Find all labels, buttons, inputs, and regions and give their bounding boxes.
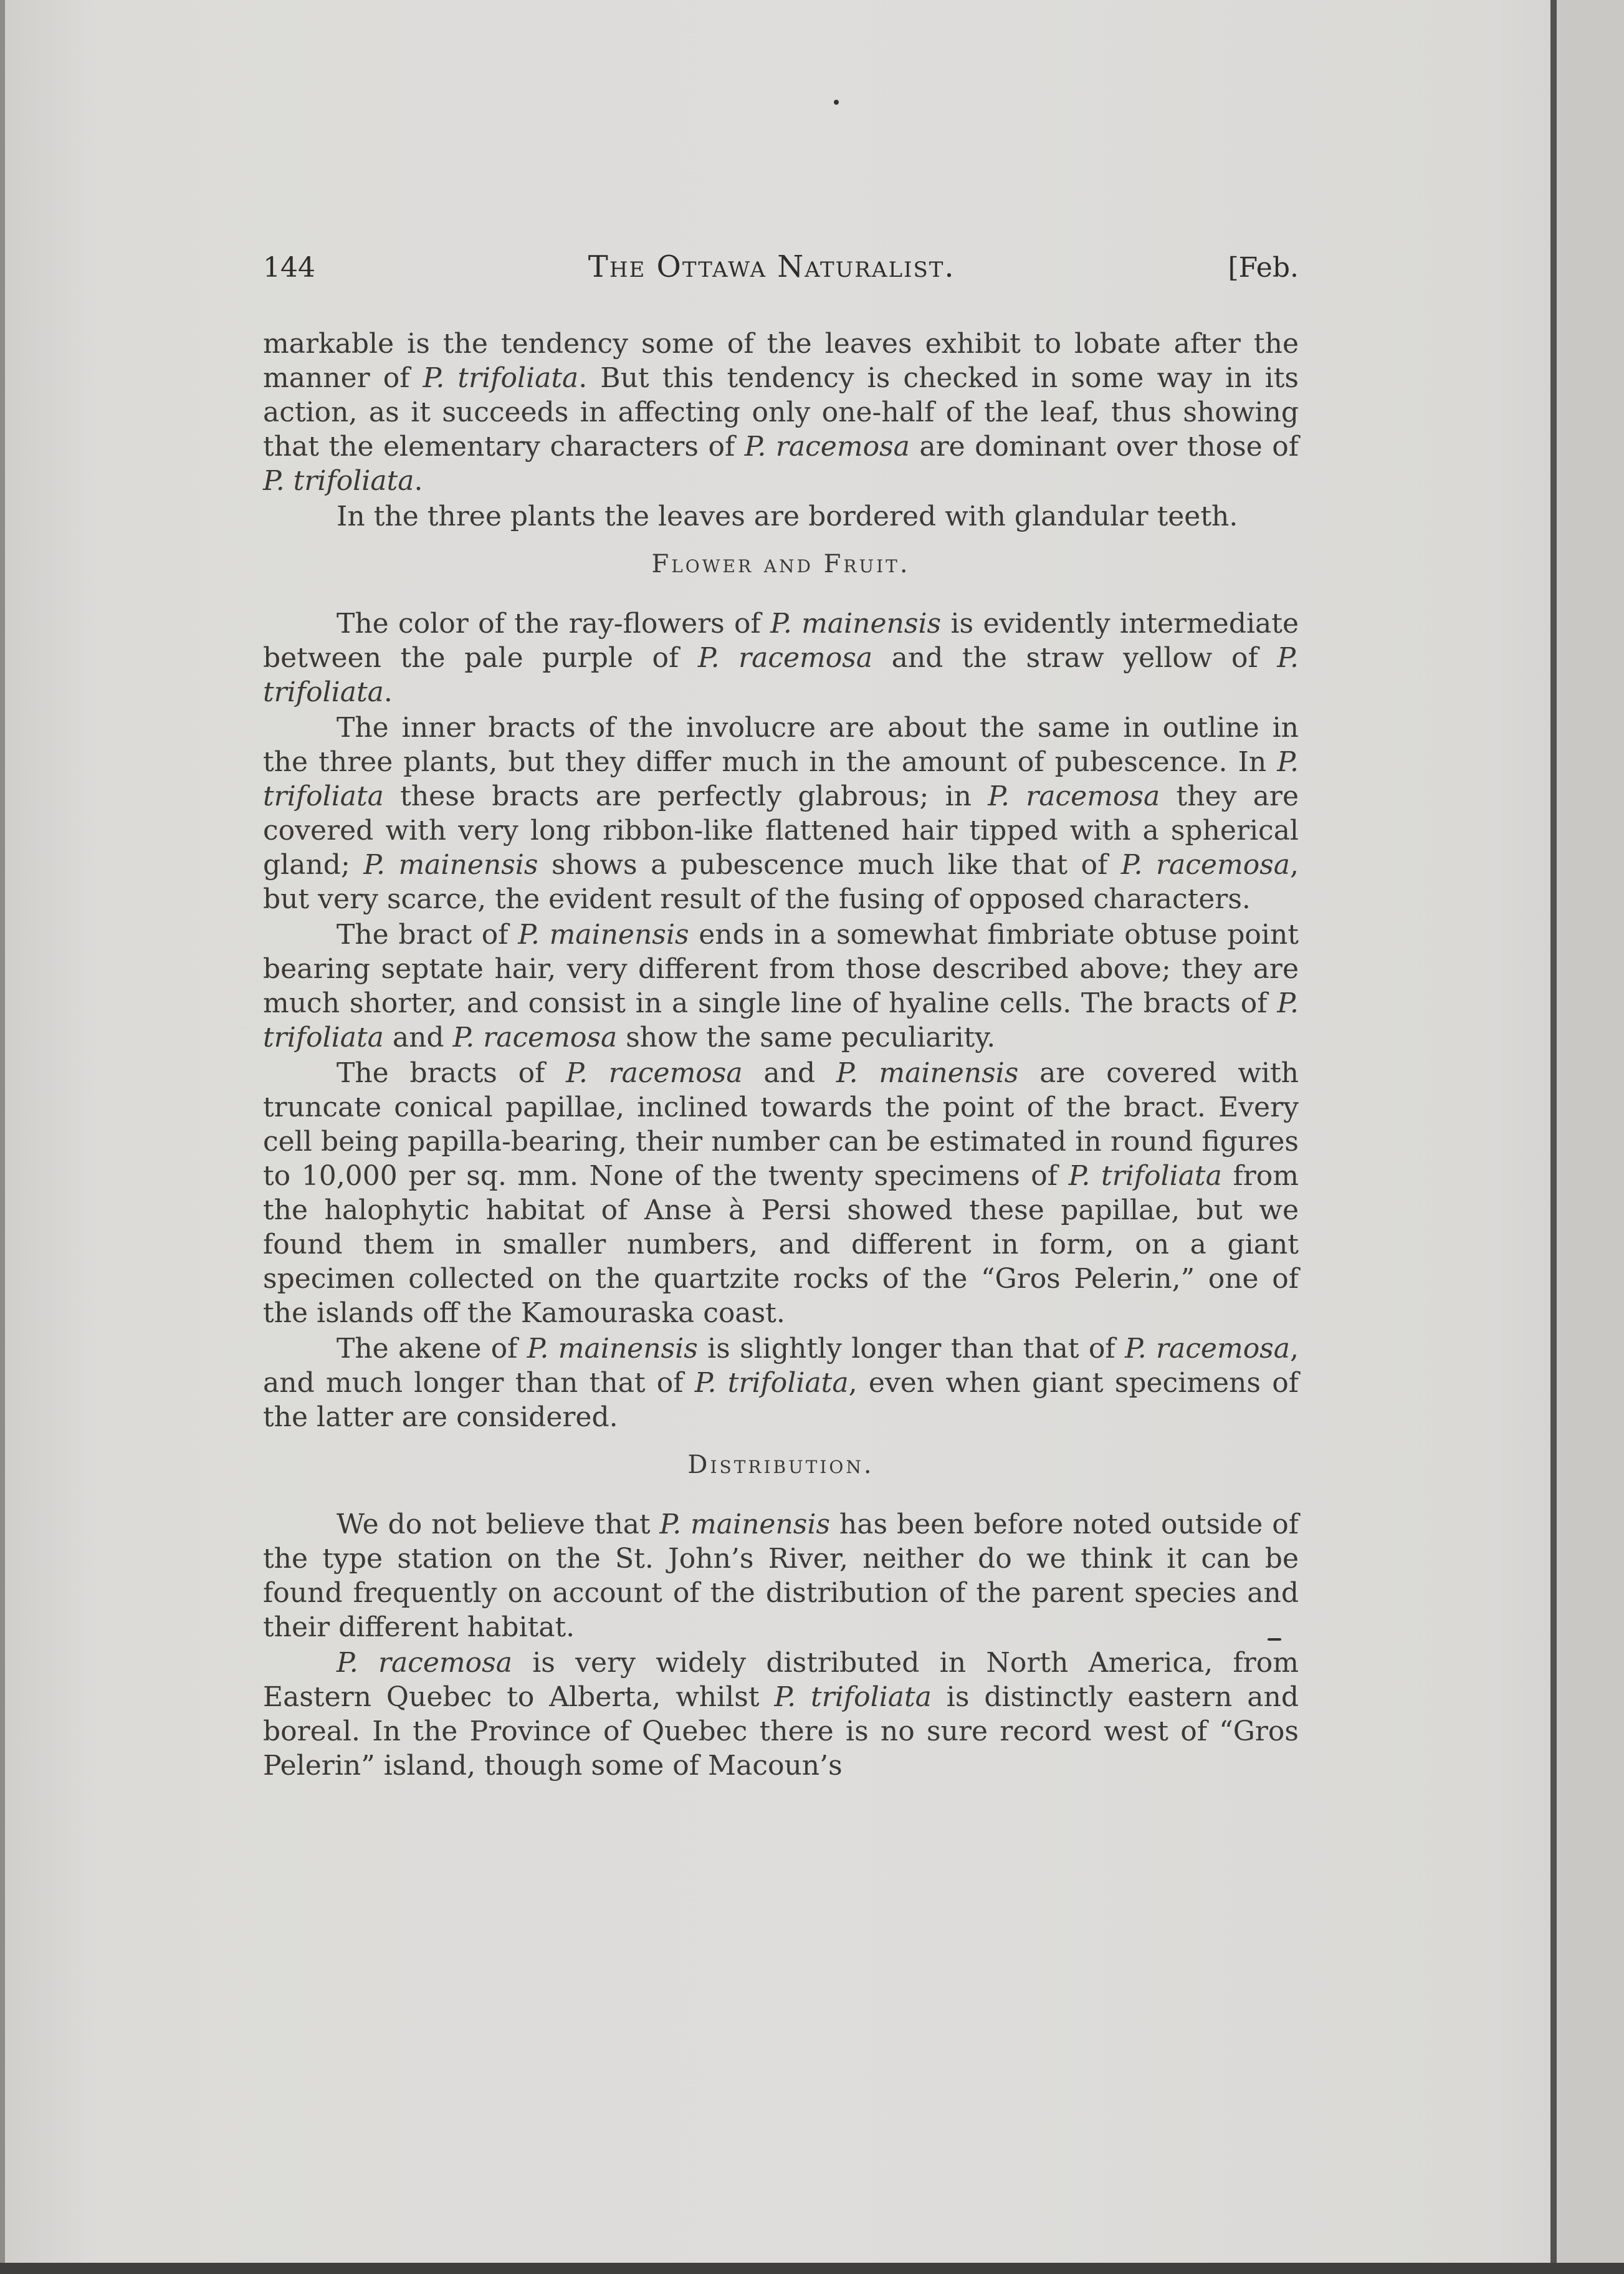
text-run: The bract of <box>337 919 518 951</box>
text-run: ends in a somewhat fimbriate obtuse point bearing septate hair, very different from those described above; they are much shorter, and consist in a single line of hyaline cells. The bracts of <box>263 919 1299 1019</box>
text-run: are covered with truncate conical papillae, inclined towards the point of the bract. Every cell being papilla-bearing, their number can be estimated in round figures to 10,000 per sq. mm. None of the twenty specimens of <box>263 1057 1299 1192</box>
species-name: P. trifoliata <box>774 1681 932 1713</box>
text-run: , and much longer than that of <box>263 1333 1299 1399</box>
text-run: The color of the ray-flowers of <box>337 608 771 640</box>
species-name: P. racemosa <box>337 1647 512 1679</box>
text-run: . But this tendency is checked in some way in its action, as it succeeds in affecting only one-half of the leaf, thus showing that the elementary characters of <box>263 362 1299 463</box>
paragraph <box>263 327 1299 498</box>
species-name: P. racemosa <box>1120 849 1290 881</box>
issue-month: [Feb. <box>1228 252 1299 284</box>
page-bottom-edge <box>0 2263 1624 2274</box>
species-name: P. trifoliata <box>694 1367 849 1399</box>
species-name: P. racemosa <box>988 780 1160 812</box>
paragraph <box>263 1331 1299 1434</box>
journal-title: The Ottawa Naturalist. <box>588 249 955 284</box>
text-run: and <box>383 1022 453 1053</box>
text-run: The akene of <box>337 1333 527 1365</box>
page-number: 144 <box>263 252 315 284</box>
paragraph <box>263 711 1299 916</box>
text-run: has been before noted outside of the type station on the St. John’s River, neither do we think it can be found frequently on account of the distribution of the parent species and their different habitat. <box>263 1509 1299 1643</box>
species-name: P. mainensis <box>659 1509 831 1540</box>
text-run: shows a pubescence much like that of <box>538 849 1121 881</box>
text-run: , even when giant specimens of the latter are considered. <box>263 1367 1299 1433</box>
running-head <box>263 249 1299 294</box>
paragraph <box>263 499 1299 534</box>
text-block <box>263 249 1299 1783</box>
species-name: P. mainensis <box>770 608 942 640</box>
paragraph <box>263 1056 1299 1330</box>
species-name: P. mainensis <box>363 849 538 881</box>
species-name: P. trifoliata <box>263 746 1299 812</box>
text-run: is slightly longer than that of <box>697 1333 1125 1365</box>
article-body <box>263 327 1299 1783</box>
paragraph <box>263 607 1299 709</box>
text-run: are dominant over those of <box>909 431 1299 463</box>
species-name: P. trifoliata <box>263 465 414 497</box>
text-run: We do not believe that <box>337 1509 660 1540</box>
text-run: is distinctly eastern and boreal. In the Province of Quebec there is no sure record west of “Gros Pelerin” island, though some of Macoun’s <box>263 1681 1299 1782</box>
species-name: P. racemosa <box>566 1057 743 1089</box>
text-run: these bracts are perfectly glabrous; in <box>383 780 988 812</box>
text-run: In the three plants the leaves are bordered with glandular teeth. <box>337 501 1238 532</box>
section-heading: Distribution. <box>687 1451 874 1479</box>
paragraph <box>263 918 1299 1055</box>
species-name: P. racemosa <box>452 1022 618 1053</box>
text-run: from the halophytic habitat of Anse à Persi showed these papillae, but we found them in smaller numbers, and different in form, on a giant specimen collected on the quartzite rocks of the “Gros Pelerin,” one of the islands off the Kamouraska coast. <box>263 1160 1299 1329</box>
text-run: and <box>742 1057 836 1089</box>
species-name: P. trifoliata <box>423 362 579 394</box>
text-run: The inner bracts of the involucre are about the same in outline in the three plants, but they differ much in the amount of pubescence. In <box>263 712 1299 778</box>
species-name: P. racemosa <box>744 431 910 463</box>
paragraph <box>263 1646 1299 1783</box>
adjacent-page-strip <box>1557 0 1624 2274</box>
species-name: P. trifoliata <box>1068 1160 1222 1192</box>
species-name: P. racemosa <box>697 642 873 674</box>
text-run: , but very scarce, the evident result of the fusing of opposed characters. <box>263 849 1299 915</box>
species-name: P. mainensis <box>527 1333 698 1365</box>
species-name: P. trifoliata <box>263 987 1299 1053</box>
species-name: P. racemosa <box>1125 1333 1290 1365</box>
text-run: . <box>383 676 393 708</box>
text-run: and the straw yellow of <box>872 642 1278 674</box>
book-edge-line <box>1550 0 1557 2274</box>
page-left-edge <box>0 0 5 2274</box>
section-heading: Flower and Fruit. <box>651 550 910 578</box>
text-run: show the same peculiarity. <box>617 1022 996 1053</box>
text-run: . <box>414 465 423 497</box>
text-run: is very widely distributed in North America, from Eastern Quebec to Alberta, whilst <box>263 1647 1299 1713</box>
species-name: P. mainensis <box>518 919 689 951</box>
text-run: is evidently intermediate between the pale purple of <box>263 608 1299 674</box>
text-run: they are covered with very long ribbon-like flattened hair tipped with a spherical gland; <box>263 780 1299 881</box>
species-name: P. mainensis <box>836 1057 1019 1089</box>
species-name: P. trifoliata <box>263 642 1299 708</box>
text-run: markable is the tendency some of the leaves exhibit to lobate after the manner of <box>263 328 1299 394</box>
text-run: The bracts of <box>337 1057 566 1089</box>
dust-speck <box>834 100 839 105</box>
paragraph <box>263 1507 1299 1644</box>
